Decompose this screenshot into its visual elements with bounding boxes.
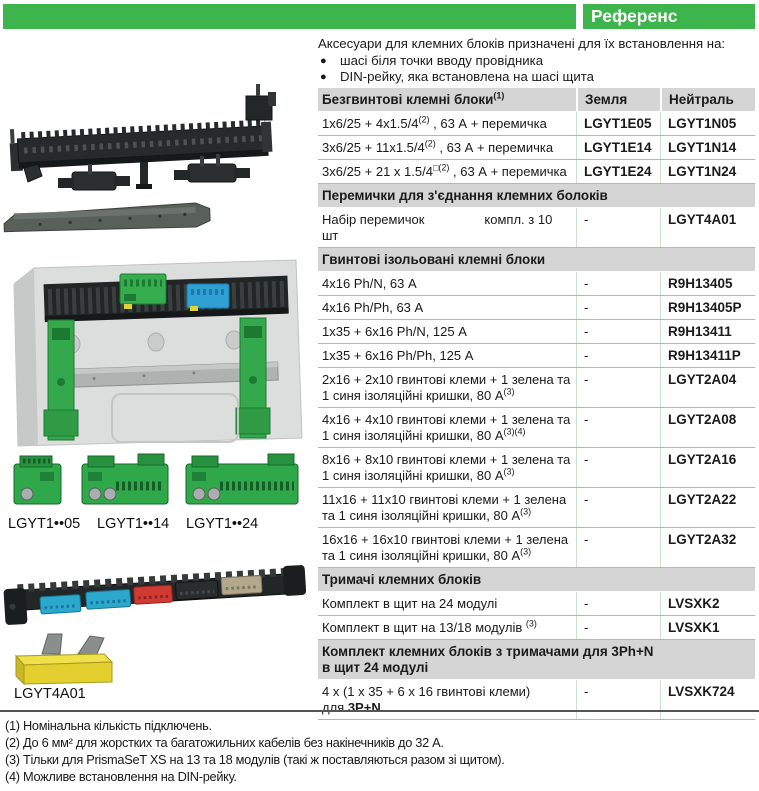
ref-neutral: LGYT1N05 (660, 112, 755, 135)
intro-bullet-2-text: DIN-рейку, яка встановлена на шасі щита (340, 69, 594, 84)
table-row: $1x6/25 + 4x1.5/4^{(2)}$ , 63 А + перемичка LGYT1E05 LGYT1N05 (318, 112, 755, 136)
ref-neutral: LVSXK724 (660, 680, 755, 719)
left-green-bracket (44, 320, 78, 440)
reference-table (318, 88, 755, 720)
reference-column-title: Референс (583, 4, 755, 29)
ref-earth: LGYT1E05 (576, 112, 660, 135)
din-rail-image (0, 198, 220, 242)
ref-earth: - (576, 208, 660, 247)
ref-neutral: R9H13411P (660, 344, 755, 367)
footnotes (5, 717, 755, 785)
section-header-kit: Комплект клемних блоків з тримачами для 3Ph+N в щит 24 модулі (318, 640, 755, 680)
table-row: Набір перемичок компл. з 10 шт - LGYT4A01 (318, 208, 755, 248)
ref-neutral: LGYT2A08 (660, 408, 755, 447)
table-row: 11x16 + 11x10 гвинтові клеми + 1 зелена та 1 синя ізоляційні кришки, 80 $А^{(3)}$ - LGYT2A22 (318, 488, 755, 528)
col-header-product: Безгвинтові клемні блоки$^{(1)}$ (322, 90, 505, 107)
ref-earth: - (576, 408, 660, 447)
enclosure-photo (4, 250, 306, 450)
terminal-block-05 (14, 456, 61, 504)
product-label-lgyt1-05: LGYT1••05 (8, 516, 81, 532)
intro-bullet-2 (318, 69, 758, 86)
ref-neutral: LGYT2A22 (660, 488, 755, 527)
ref-earth: - (576, 368, 660, 407)
ref-neutral: LGYT4A01 (660, 208, 755, 247)
table-row: Комплект в щит на 24 модулі - LVSXK2 (318, 592, 755, 616)
jumper-set-image (8, 632, 128, 686)
ref-earth: - (576, 320, 660, 343)
table-row: 3x6/25 + 21 x $1.5/4^{□(2)}$ , 63 А + перемичка LGYT1E24 LGYT1N24 (318, 160, 755, 184)
header-bar-gap (576, 4, 583, 29)
footnote-1: (1) Номінальна кількість підключень. (5, 718, 212, 733)
screwless-terminal-strip-image (0, 56, 305, 194)
footnote-3: (3) Тільки для PrismaSeT XS на 13 та 18 модулів (такі ж поставляються разом зі щитом). (5, 752, 505, 767)
terminal-block-14 (82, 454, 168, 504)
page-header-bar (3, 4, 755, 29)
right-green-bracket (236, 318, 270, 438)
red-block (134, 585, 173, 604)
ref-neutral: LVSXK2 (660, 592, 755, 615)
intro-block (318, 36, 758, 86)
bullet-icon: ● (320, 54, 327, 67)
section-header-holders: Тримачі клемних блоків (318, 568, 755, 592)
table-row: 16x16 + 16x10 гвинтові клеми + 1 зелена та 1 синя ізоляційні кришки, 80 $А^{(3)}$ - LGYT2A32 (318, 528, 755, 568)
col-header-earth: Земля (576, 88, 660, 111)
table-row: 1x35 + 6x16 Ph/Ph, 125 А - R9H13411P (318, 344, 755, 368)
ref-earth: - (576, 616, 660, 639)
ref-earth: LGYT1E24 (576, 160, 660, 183)
table-row: 4x16 Ph/Ph, 63 А - R9H13405P (318, 296, 755, 320)
col-header-neutral: Нейтраль (660, 88, 755, 111)
ref-neutral: R9H13411 (660, 320, 755, 343)
ref-neutral: LGYT2A16 (660, 448, 755, 487)
section-header-jumpers: Перемички для з'єднання клемних болоків (318, 184, 755, 208)
blue-block-1 (40, 595, 81, 614)
table-row: 4 х (1 х 35 + 6 х 16 гвинтові клеми) для 3P+N - LVSXK724 (318, 680, 755, 720)
green-terminal-blocks-trio (0, 452, 310, 512)
ref-earth: - (576, 296, 660, 319)
product-label-lgyt1-14: LGYT1••14 (97, 516, 170, 532)
intro-lead: Аксесуари для клемних блоків призначені для їх встановлення на: (318, 36, 726, 51)
table-row: Комплект в щит на 13/18 модулів $^{(3)}$ - LVSXK1 (318, 616, 755, 640)
ref-neutral: LGYT2A04 (660, 368, 755, 407)
footnote-2: (2) До 6 мм² для жорстких та багатожильних кабелів без накінечників до 32 А. (5, 735, 444, 750)
green-terminal-block-photo (120, 274, 166, 309)
blue-block-2 (86, 590, 131, 610)
ref-neutral: LVSXK1 (660, 616, 755, 639)
ref-earth: - (576, 528, 660, 567)
ref-neutral: R9H13405 (660, 272, 755, 295)
ref-earth: - (576, 272, 660, 295)
ref-earth: - (576, 680, 660, 719)
beige-block (221, 575, 262, 594)
pack-note: компл. з 10 шт (322, 212, 553, 243)
table-row: $3x6/25 + 11x1.5/4^{(2)}$ , 63 А + перемичка LGYT1E14 LGYT1N14 (318, 136, 755, 160)
ref-earth: LGYT1E14 (576, 136, 660, 159)
table-row: 4x16 Ph/N, 63 А - R9H13405 (318, 272, 755, 296)
table-row: 4x16 + 4x10 гвинтові клеми + 1 зелена та 1 синя ізоляційні кришки, 80 $А^{(3)(4)}$ - LGYT2A08 (318, 408, 755, 448)
table-row: 1x35 + 6x16 Ph/N, 125 А - R9H13411 (318, 320, 755, 344)
ref-neutral: LGYT1N24 (660, 160, 755, 183)
footnote-divider (0, 710, 759, 712)
table-row: 2x16 + 2x10 гвинтові клеми + 1 зелена та 1 синя ізоляційні кришки, 80 $А^{(3)}$ - LGYT2A04 (318, 368, 755, 408)
ref-earth: - (576, 344, 660, 367)
ref-earth: - (576, 592, 660, 615)
ref-earth: - (576, 488, 660, 527)
intro-bullet-1-text: шасі біля точки вводу провідника (340, 52, 544, 68)
blue-terminal-block-photo (187, 284, 229, 311)
product-label-lgyt4a01: LGYT4A01 (14, 686, 86, 702)
product-label-lgyt1-24: LGYT1••24 (186, 516, 259, 532)
table-header-row (318, 88, 755, 112)
footnote-4: (4) Можливе встановлення на DIN-рейку. (5, 769, 237, 784)
ref-neutral: R9H13405P (660, 296, 755, 319)
ref-neutral: LGYT1N14 (660, 136, 755, 159)
section-header-screw-blocks: Гвинтові ізольовані клемні блоки (318, 248, 755, 272)
terminal-block-holder-busbar (0, 558, 310, 630)
bullet-icon: ● (320, 71, 327, 83)
table-row: 8x16 + 8x10 гвинтові клеми + 1 зелена та 1 синя ізоляційні кришки, 80 $А^{(3)}$ - LGYT2A16 (318, 448, 755, 488)
header-bar-left-segment (3, 4, 576, 29)
terminal-block-24 (186, 454, 298, 504)
ref-earth: - (576, 448, 660, 487)
mounting-clip-left (58, 164, 130, 190)
ref-neutral: LGYT2A32 (660, 528, 755, 567)
intro-bullet-1 (318, 53, 758, 70)
black-block (175, 580, 218, 600)
